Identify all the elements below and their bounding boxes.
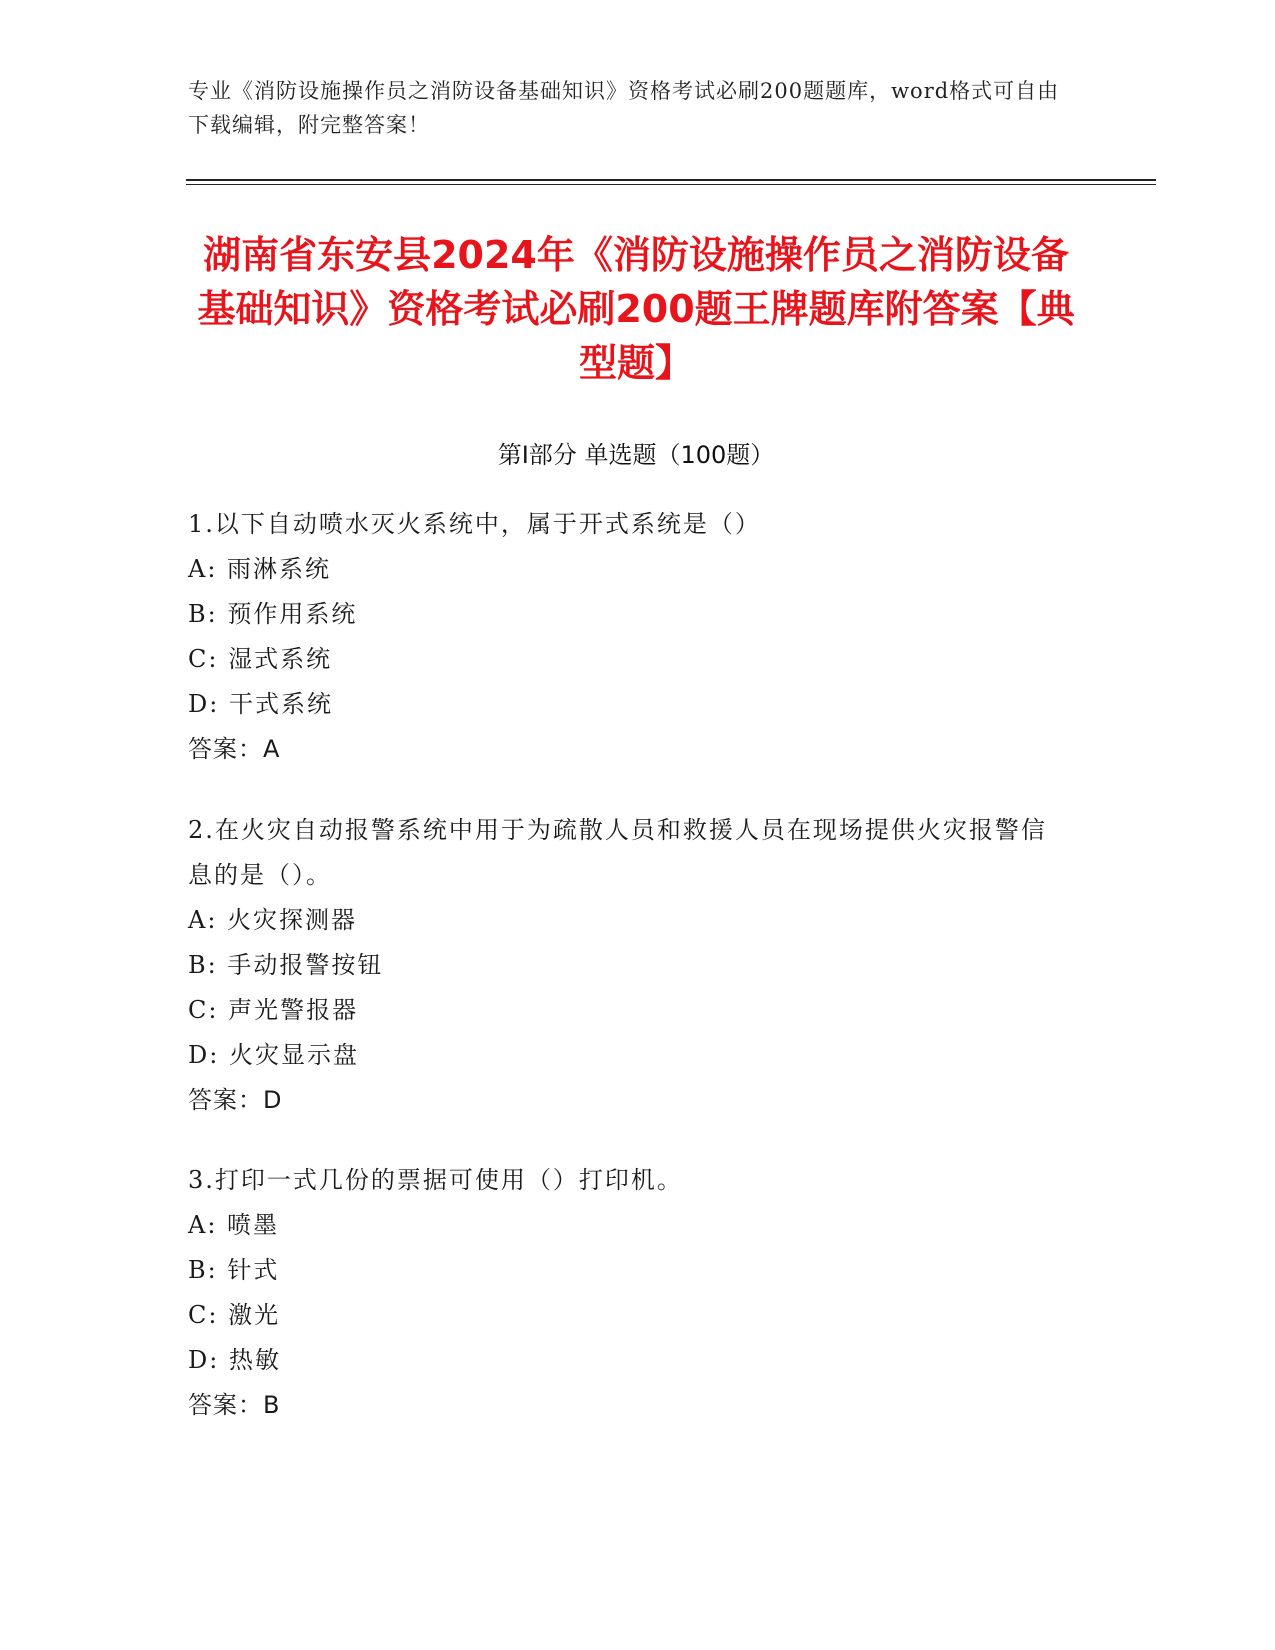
document-title: 湖南省东安县2024年《消防设施操作员之消防设备基础知识》资格考试必刷200题王牌题库附答案【典型题】: [197, 233, 1075, 385]
question-text: 1.以下自动喷水灭火系统中，属于开式系统是（）: [188, 510, 761, 538]
answer-line: [188, 727, 1068, 772]
option-a: A: 雨淋系统: [188, 555, 332, 583]
option-a: A: 火灾探测器: [188, 906, 358, 934]
section-title: 第I部分 单选题（100题）: [497, 441, 775, 469]
option-d: D: 干式系统: [188, 690, 333, 718]
header-note: 专业《消防设施操作员之消防设备基础知识》资格考试必刷200题题库，word格式可自由下载编辑，附完整答案！: [188, 79, 1060, 137]
option-d: D: 热敏: [188, 1346, 281, 1374]
answer-line: [188, 1078, 1068, 1123]
question-text: 3.打印一式几份的票据可使用（）打印机。: [188, 1166, 683, 1194]
option-a: A: 喷墨: [188, 1211, 280, 1239]
header-rule-thick: [186, 179, 1156, 181]
option-c: C: 激光: [188, 1301, 281, 1329]
option-d: D: 火灾显示盘: [188, 1041, 359, 1069]
option-c: C: 湿式系统: [188, 645, 333, 673]
answer-value: B: [263, 1391, 281, 1419]
answer-label: 答案：: [188, 1391, 263, 1419]
option-b: B: 预作用系统: [188, 600, 358, 628]
option-c: C: 声光警报器: [188, 996, 359, 1024]
answer-value: A: [263, 735, 281, 763]
question-block: [188, 1158, 1068, 1428]
option-b: B: 手动报警按钮: [188, 951, 384, 979]
header-rule-thin: [186, 184, 1156, 185]
answer-label: 答案：: [188, 1086, 263, 1114]
question-block: [188, 502, 1068, 772]
question-text: 2.在火灾自动报警系统中用于为疏散人员和救援人员在现场提供火灾报警信息的是（）。: [188, 816, 1047, 889]
option-b: B: 针式: [188, 1256, 280, 1284]
answer-line: [188, 1383, 1068, 1428]
answer-label: 答案：: [188, 735, 263, 763]
question-block: [188, 808, 1068, 1123]
answer-value: D: [263, 1086, 283, 1114]
